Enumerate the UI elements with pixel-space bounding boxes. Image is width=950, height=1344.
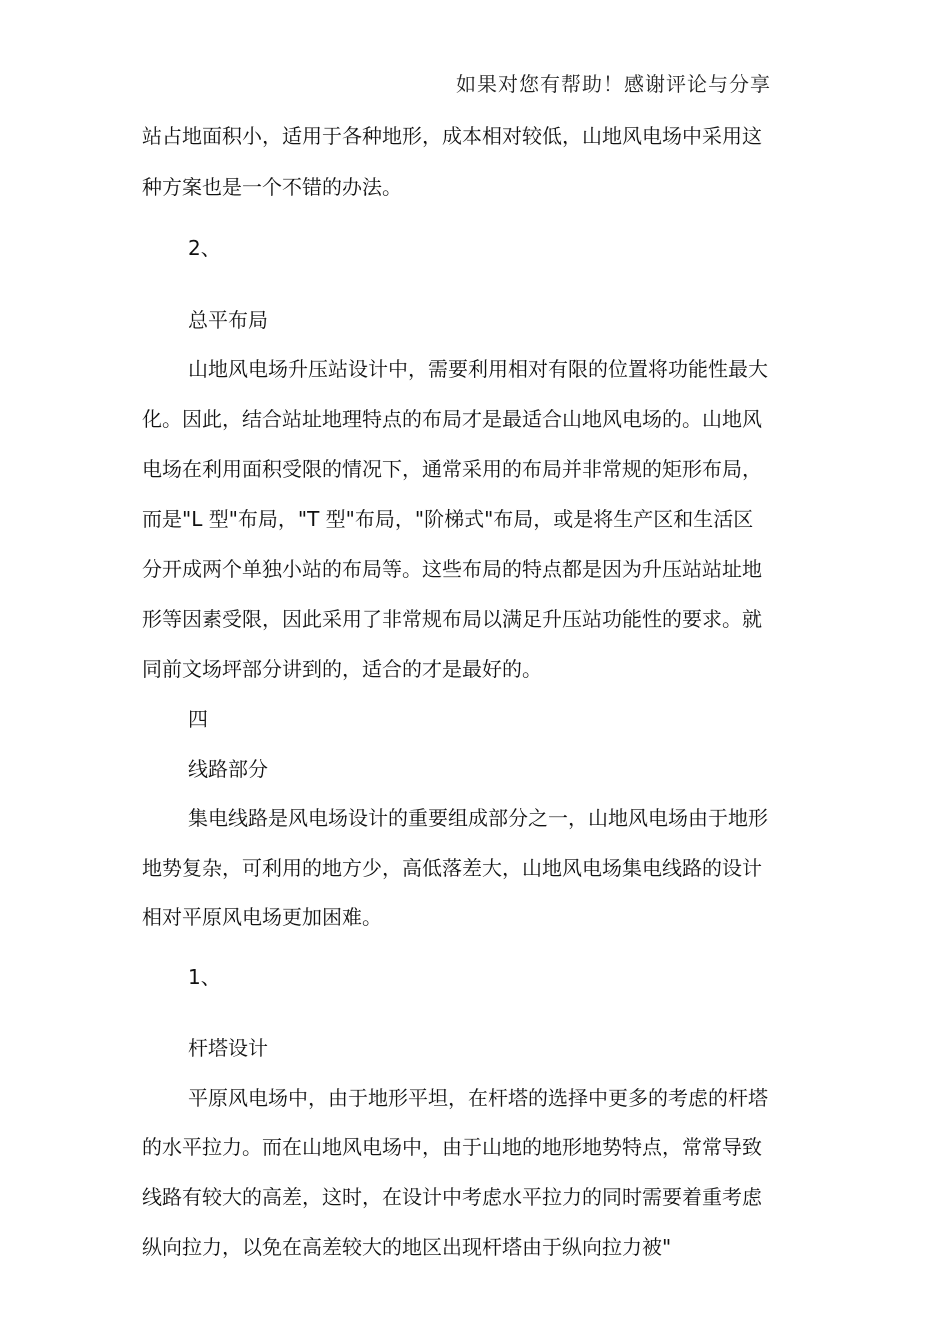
paragraph-line: 分开成两个单独小站的布局等。这些布局的特点都是因为升压站站址地 xyxy=(142,557,762,581)
paragraph-line: 地势复杂，可利用的地方少，高低落差大，山地风电场集电线路的设计 xyxy=(142,856,762,880)
paragraph-line: 线路有较大的高差，这时，在设计中考虑水平拉力的同时需要着重考虑 xyxy=(142,1185,762,1209)
section-number: 1、 xyxy=(188,965,221,989)
paragraph-line: 的水平拉力。而在山地风电场中，由于山地的地形地势特点，常常导致 xyxy=(142,1135,762,1159)
paragraph-line: 同前文场坪部分讲到的，适合的才是最好的。 xyxy=(142,657,542,681)
chapter-number: 四 xyxy=(188,707,208,731)
paragraph-line: 电场在利用面积受限的情况下，通常采用的布局并非常规的矩形布局， xyxy=(142,457,762,481)
section-heading: 总平布局 xyxy=(188,308,268,332)
paragraph-line: 种方案也是一个不错的办法。 xyxy=(142,175,402,199)
paragraph-line: 相对平原风电场更加困难。 xyxy=(142,905,382,929)
paragraph-line: 平原风电场中，由于地形平坦，在杆塔的选择中更多的考虑的杆塔 xyxy=(188,1086,768,1110)
paragraph-line: 形等因素受限，因此采用了非常规布局以满足升压站功能性的要求。就 xyxy=(142,607,762,631)
paragraph-line: 而是"L 型"布局，"T 型"布局，"阶梯式"布局，或是将生产区和生活区 xyxy=(142,507,754,531)
section-heading: 杆塔设计 xyxy=(188,1036,268,1060)
paragraph-line: 化。因此，结合站址地理特点的布局才是最适合山地风电场的。山地风 xyxy=(142,407,762,431)
paragraph-line: 集电线路是风电场设计的重要组成部分之一，山地风电场由于地形 xyxy=(188,806,768,830)
chapter-heading: 线路部分 xyxy=(188,757,268,781)
paragraph-line: 站占地面积小，适用于各种地形，成本相对较低，山地风电场中采用这 xyxy=(142,124,762,148)
paragraph-line: 纵向拉力，以免在高差较大的地区出现杆塔由于纵向拉力被" xyxy=(142,1235,672,1259)
section-number: 2、 xyxy=(188,236,221,260)
paragraph-line: 山地风电场升压站设计中，需要利用相对有限的位置将功能性最大 xyxy=(188,357,768,381)
page-header: 如果对您有帮助！感谢评论与分享 xyxy=(456,72,771,96)
